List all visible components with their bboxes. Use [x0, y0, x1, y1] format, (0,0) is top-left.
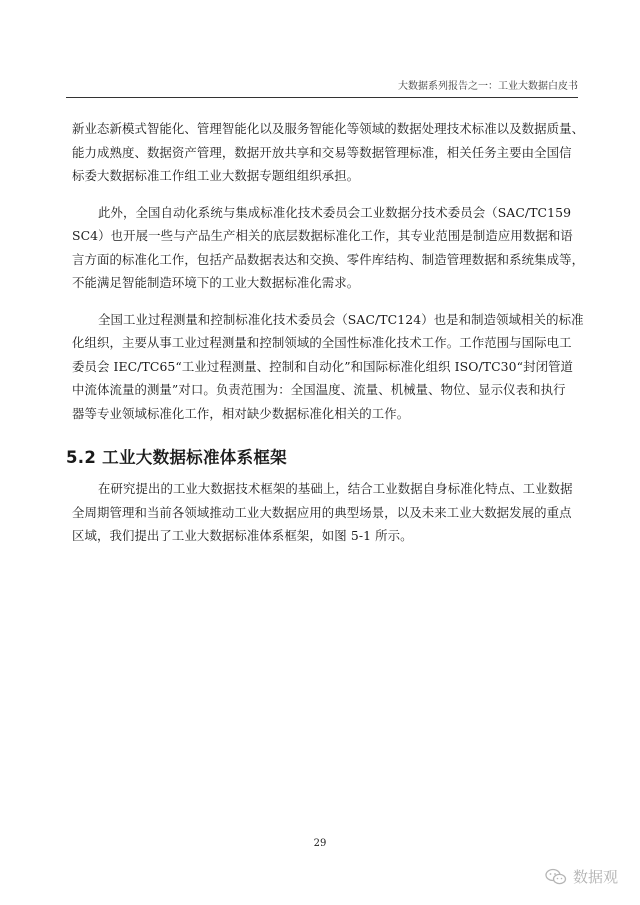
paragraph-3	[72, 308, 592, 426]
text-line: 能力成熟度、数据资产管理，数据开放共享和交易等数据管理标准，相关任务主要由全国信	[72, 144, 572, 160]
watermark	[545, 866, 618, 887]
text-line: SC4）也开展一些与产品生产相关的底层数据标准化工作，其专业范围是制造应用数据和语	[72, 228, 573, 243]
text-line: 器等专业领域标准化工作，相对缺少数据标准化相关的工作。	[72, 405, 410, 421]
section-heading: 5.2 工业大数据标准体系框架	[66, 448, 287, 467]
header-title: 大数据系列报告之一：工业大数据白皮书	[398, 81, 578, 92]
wechat-icon	[545, 868, 567, 886]
page-content	[66, 117, 592, 561]
watermark-text: 数据观	[572, 868, 618, 886]
text-line: 委员会 IEC/TC65“工业过程测量、控制和自动化”和国际标准化组织 ISO/TC30“封闭管道	[72, 358, 574, 374]
page-number: 29	[313, 838, 327, 849]
text-line: 此外，全国自动化系统与集成标准化技术委员会工业数据分技术委员会（SAC/TC159	[98, 204, 572, 220]
text-line: 不能满足智能制造环境下的工业大数据标准化需求。	[72, 275, 360, 290]
page-header	[66, 79, 578, 98]
text-line: 新业态新模式智能化、管理智能化以及服务智能化等领域的数据处理技术标准以及数据质量、	[72, 121, 585, 136]
text-line: 全周期管理和当前各领域推动工业大数据应用的典型场景，以及未来工业大数据发展的重点	[72, 504, 572, 520]
paragraph-2	[72, 201, 592, 295]
text-line: 全国工业过程测量和控制标准化技术委员会（SAC/TC124）也是和制造领域相关的标准	[98, 311, 584, 327]
text-line: 言方面的标准化工作，包括产品数据表达和交换、零件库结构、制造管理数据和系统集成等，	[72, 251, 585, 267]
text-line: 中流体流量的测量”对口。负责范围为：全国温度、流量、机械量、物位、显示仪表和执行	[72, 382, 566, 397]
text-line: 化组织，主要从事工业过程测量和控制领域的全国性标准化技术工作。工作范围与国际电工	[72, 335, 572, 350]
text-line: 标委大数据标准工作组工业大数据专题组组织承担。	[72, 168, 360, 183]
section-paragraph	[72, 477, 592, 548]
paragraph-1	[72, 117, 592, 188]
text-line: 在研究提出的工业大数据技术框架的基础上，结合工业数据自身标准化特点、工业数据	[98, 481, 573, 496]
text-line: 区域，我们提出了工业大数据标准体系框架，如图 5-1 所示。	[72, 528, 413, 543]
